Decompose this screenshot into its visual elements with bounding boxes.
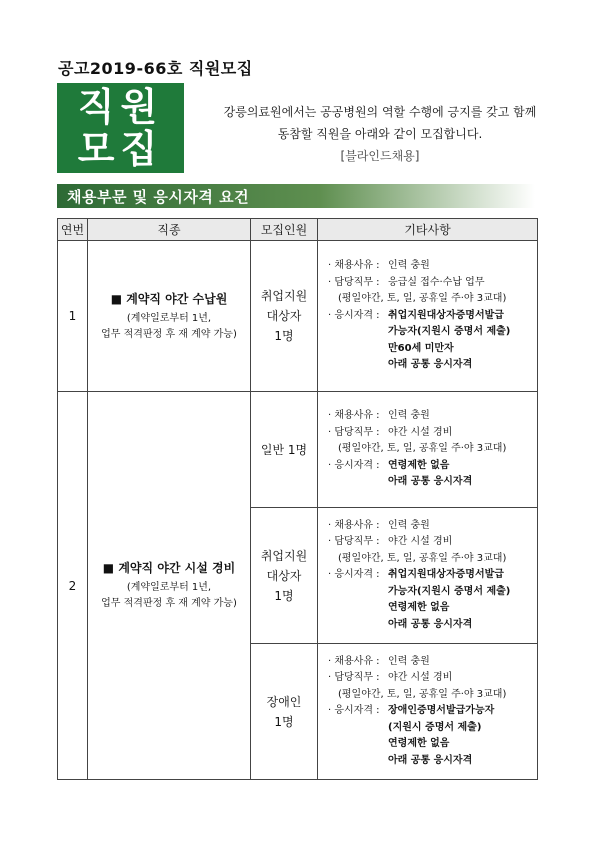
- count-text: 1명: [274, 588, 294, 603]
- detail-duty: · 담당직무 : 야간 시설 경비: [328, 536, 453, 548]
- detail-shift: (평일야간, 토, 일, 공휴일 주·야 3교대): [338, 688, 507, 700]
- table-row: [58, 241, 538, 392]
- count-text: 대상자: [266, 309, 302, 323]
- job-note: [101, 313, 237, 340]
- count-text: 일반 1명: [260, 442, 308, 457]
- detail-qual: · 응시자격 : 장애인증명서발급가능자: [328, 705, 495, 717]
- job-cell: [88, 392, 251, 780]
- job-note-line: (계약일로부터 1년,: [126, 582, 212, 593]
- detail-qual: 아래 공통 응시자격: [388, 359, 473, 371]
- job-note-line: (계약일로부터 1년,: [126, 312, 212, 324]
- job-note-line: 업무 적격판정 후 재 계약 가능): [101, 328, 237, 340]
- header-no: 연번: [58, 219, 88, 241]
- section-header: [57, 184, 535, 208]
- detail-qual: · 응시자격 : 취업지원대상자증명서발급: [328, 569, 504, 581]
- detail-reason: · 채용사유 : 인력 충원: [328, 260, 430, 272]
- detail-cell: [318, 644, 538, 780]
- detail-shift: (평일야간, 토, 일, 공휴일 주·야 3교대): [338, 443, 507, 455]
- intro-line-2: 동참할 직원을 아래와 같이 모집합니다.: [277, 127, 483, 141]
- section-title: 채용부문 및 응시자격 요건: [67, 187, 250, 206]
- job-title: ■ 계약직 야간 시설 경비: [102, 561, 236, 575]
- detail-qual: 가능자(지원시 증명서 제출): [388, 326, 511, 338]
- detail-qual: 아래 공통 응시자격: [388, 754, 473, 766]
- recruit-banner: [57, 83, 184, 173]
- detail-qual: · 응시자격 : 취업지원대상자증명서발급: [328, 309, 504, 321]
- detail-shift: (평일야간, 토, 일, 공휴일 주·야 3교대): [338, 552, 507, 564]
- detail-reason: · 채용사유 : 인력 충원: [328, 655, 430, 667]
- count-text: 1명: [274, 714, 294, 729]
- detail-duty: · 담당직무 : 야간 시설 경비: [328, 426, 453, 438]
- count-cell: [251, 508, 318, 644]
- count-text: 대상자: [266, 568, 302, 583]
- intro-text: [195, 101, 565, 167]
- header-job: 직종: [88, 219, 251, 241]
- table-header-row: [58, 219, 538, 241]
- intro-line-1: 강릉의료원에서는 공공병원의 역할 수행에 긍지를 갖고 함께: [223, 105, 537, 119]
- count-cell: [251, 392, 318, 508]
- count-cell: [251, 644, 318, 780]
- job-cell: [88, 241, 251, 392]
- count-text: 1명: [274, 329, 294, 343]
- row-no: 2: [58, 392, 88, 780]
- recruit-table: [57, 218, 538, 780]
- detail-qual: 연령제한 없음: [388, 602, 450, 614]
- detail-shift: (평일야간, 토, 일, 공휴일 주·야 3교대): [338, 293, 507, 305]
- detail-qual: 아래 공통 응시자격: [388, 476, 473, 488]
- detail-reason: · 채용사유 : 인력 충원: [328, 519, 430, 531]
- job-note: [101, 582, 237, 609]
- count-text: 취업지원: [260, 289, 308, 303]
- detail-qual: 연령제한 없음: [388, 738, 450, 750]
- detail-qual: (지원시 증명서 제출): [388, 721, 482, 733]
- detail-qual: · 응시자격 : 연령제한 없음: [328, 459, 450, 471]
- job-title: ■ 계약직 야간 수납원: [110, 291, 228, 306]
- header-detail: 기타사항: [318, 219, 538, 241]
- intro-blind-label: [블라인드채용]: [340, 149, 420, 163]
- detail-qual: 만60세 미만자: [388, 342, 454, 354]
- detail-duty: · 담당직무 : 야간 시설 경비: [328, 672, 453, 684]
- banner-line-1: 직원: [77, 85, 164, 129]
- job-note-line: 업무 적격판정 후 재 계약 가능): [101, 598, 237, 609]
- count-text: 취업지원: [260, 548, 308, 563]
- banner-line-2: 모집: [77, 127, 164, 171]
- count-cell: [251, 241, 318, 392]
- detail-reason: · 채용사유 : 인력 충원: [328, 410, 430, 422]
- detail-duty: · 담당직무 : 응급실 접수·수납 업무: [328, 276, 485, 288]
- detail-qual: 아래 공통 응시자격: [388, 618, 473, 630]
- table-row: [58, 392, 538, 508]
- header-count: 모집인원: [251, 219, 318, 241]
- detail-cell: [318, 241, 538, 392]
- notice-title: 공고2019-66호 직원모집: [58, 59, 253, 78]
- detail-cell: [318, 392, 538, 508]
- detail-qual: 가능자(지원시 증명서 제출): [388, 585, 511, 597]
- detail-cell: [318, 508, 538, 644]
- count-text: 장애인: [266, 694, 302, 709]
- row-no: 1: [58, 241, 88, 392]
